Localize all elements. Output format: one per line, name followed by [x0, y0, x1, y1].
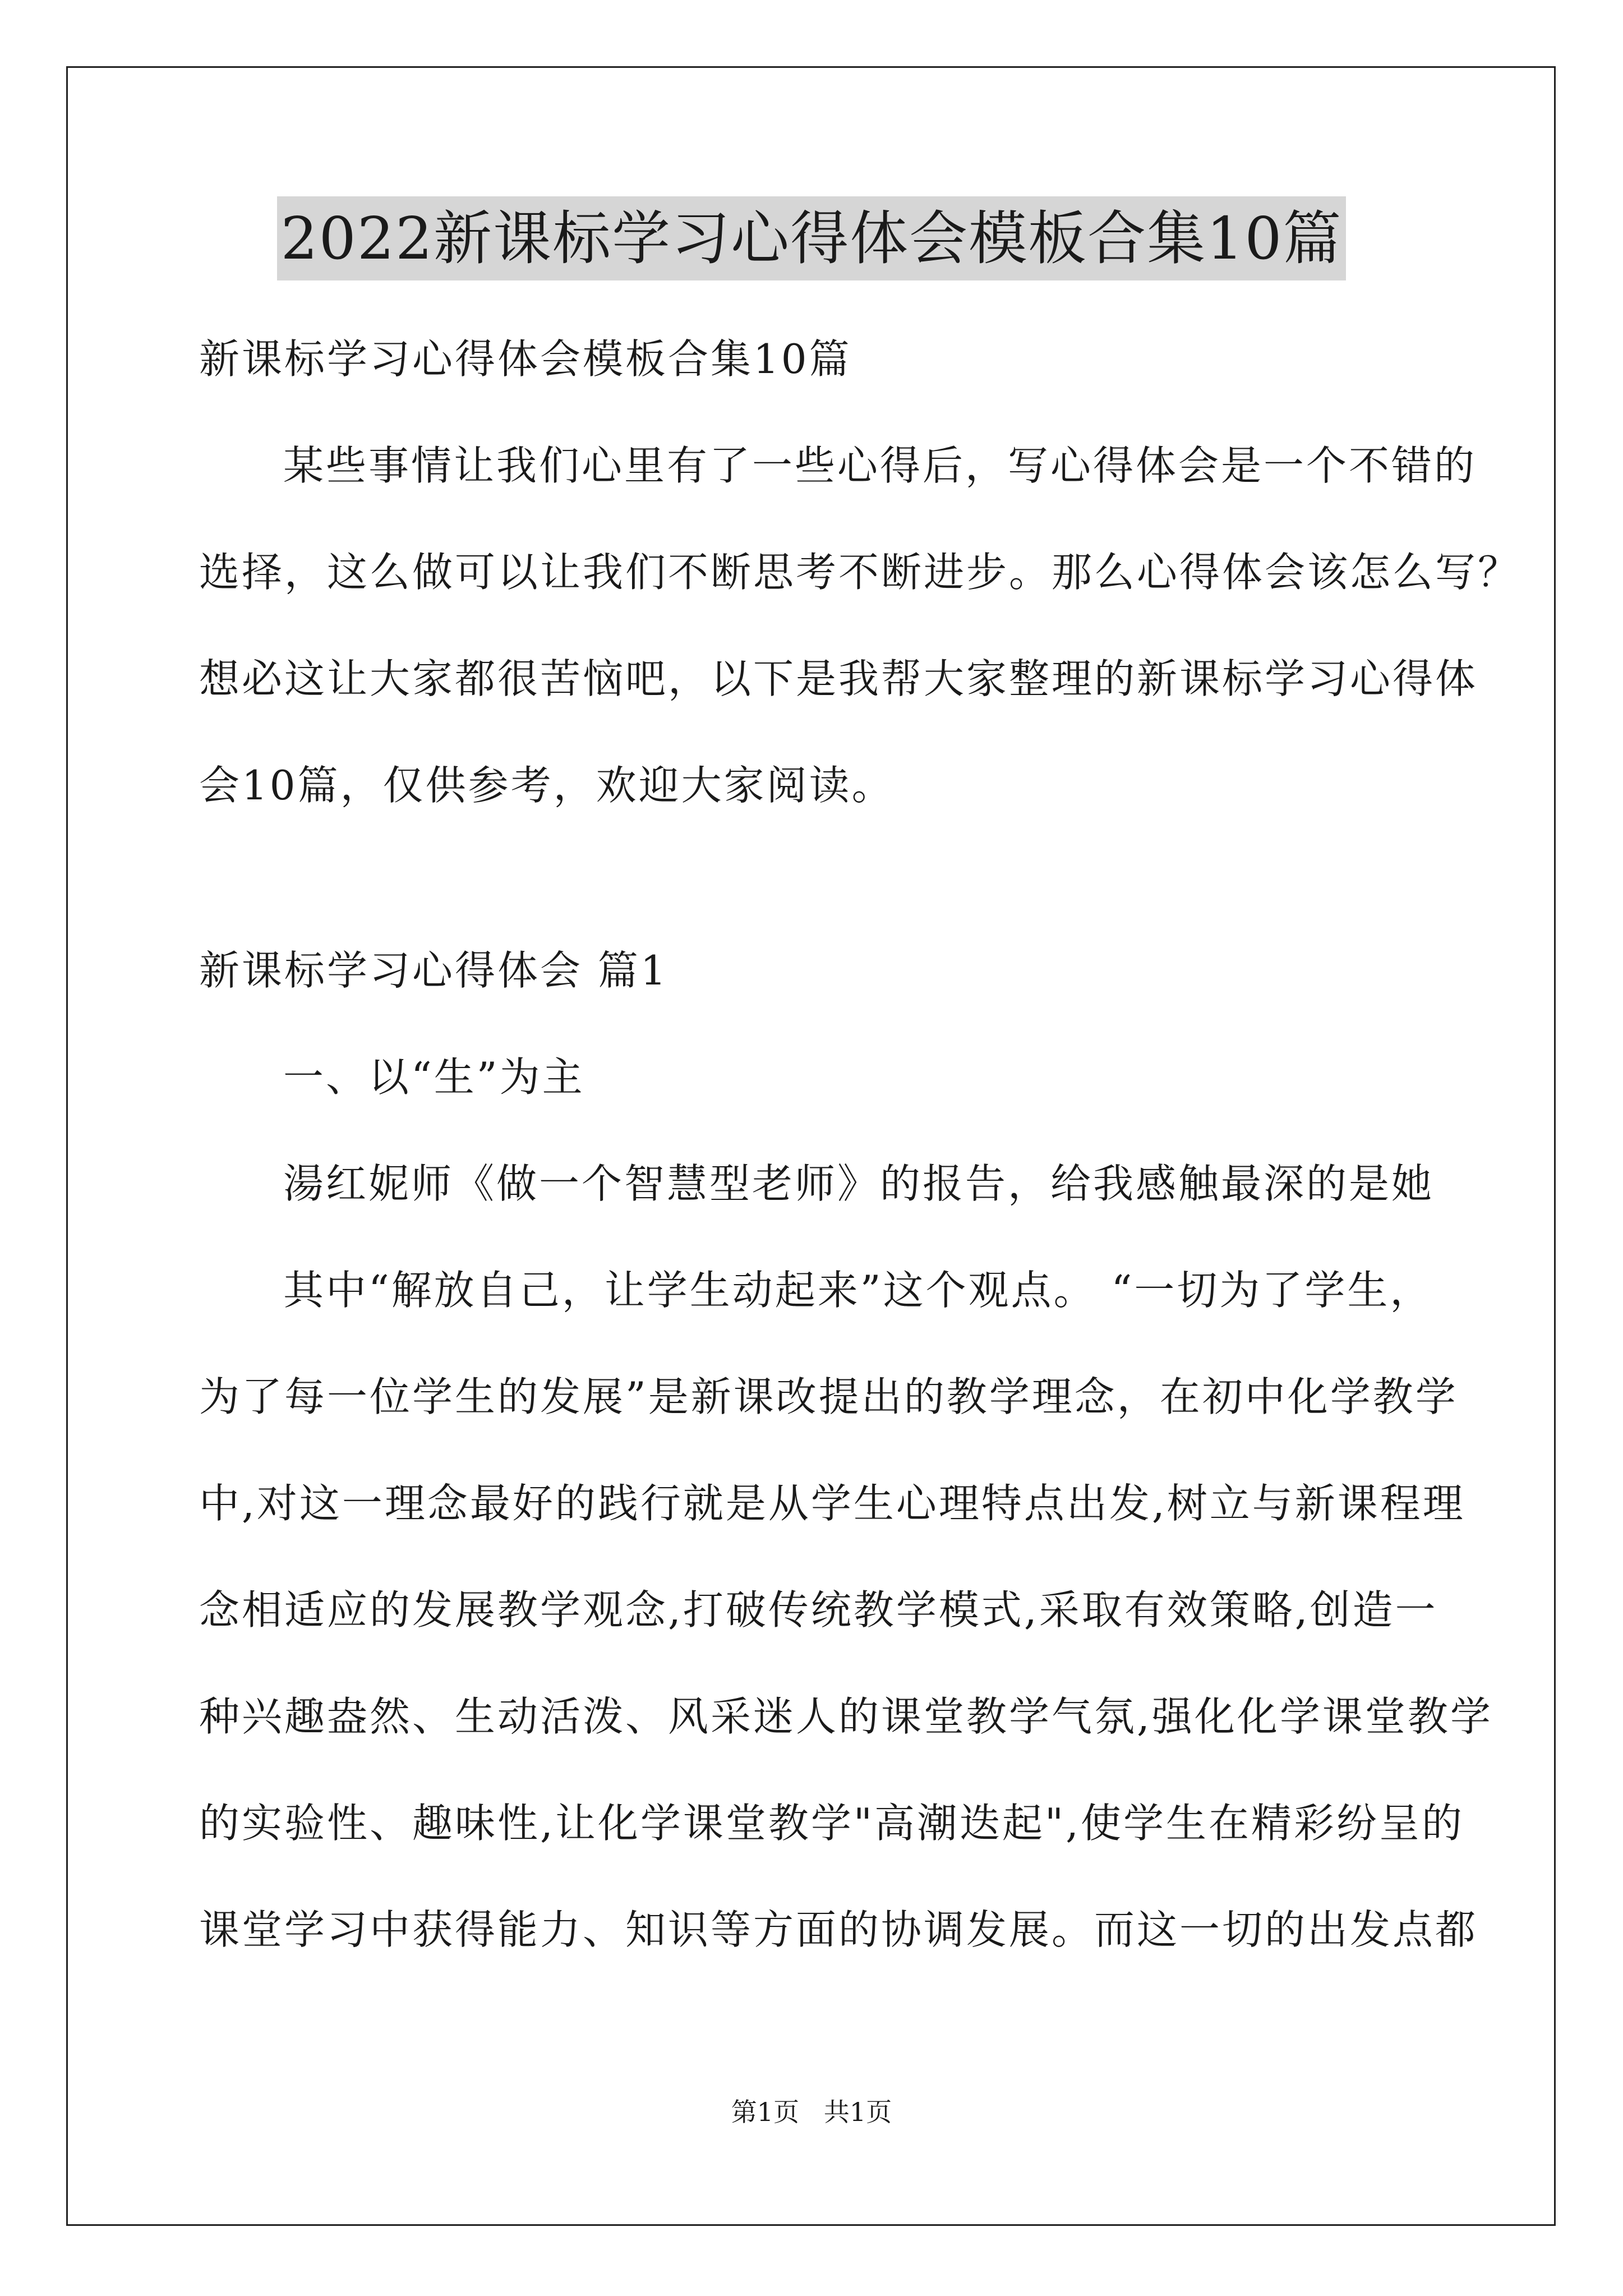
section-heading: 新课标学习心得体会 篇1 [199, 947, 668, 994]
body-line: 其中“解放自己，让学生动起来”这个观点。 “一切为了学生， [283, 1267, 1433, 1314]
body-line: 课堂学习中获得能力、知识等方面的协调发展。而这一切的出发点都 [199, 1906, 1478, 1953]
body-line: 种兴趣盎然、生动活泼、风采迷人的课堂教学气氛,强化化学课堂教学 [199, 1693, 1493, 1740]
intro-line: 会10篇，仅供参考，欢迎大家阅读。 [199, 762, 895, 809]
body-paragraph [199, 1130, 1493, 1983]
point-heading: 一、以“生”为主 [283, 1053, 585, 1101]
body-line: 为了每一位学生的发展”是新课改提出的教学理念，在初中化学教学 [199, 1373, 1458, 1420]
page-footer: 第1页 共1页 [731, 2097, 892, 2127]
body-line: 的实验性、趣味性,让化学课堂教学"高潮迭起",使学生在精彩纷呈的 [199, 1800, 1465, 1847]
body-line: 中,对这一理念最好的践行就是从学生心理特点出发,树立与新课程理 [199, 1480, 1465, 1527]
intro-line: 想必这让大家都很苦恼吧，以下是我帮大家整理的新课标学习心得体 [199, 655, 1478, 702]
document-body [199, 306, 1521, 1983]
document-subtitle: 新课标学习心得体会模板合集10篇 [199, 335, 852, 383]
intro-line: 选择，这么做可以让我们不断思考不断进步。那么心得体会该怎么写？ [199, 549, 1521, 596]
body-line: 湯红妮师《做一个智慧型老师》的报告，给我感触最深的是她 [283, 1160, 1435, 1207]
document-title: 2022新课标学习心得体会模板合集10篇 [277, 196, 1345, 280]
intro-paragraph [199, 412, 1521, 839]
title-container [0, 196, 1623, 280]
body-line: 念相适应的发展教学观念,打破传统教学模式,采取有效策略,创造一 [199, 1586, 1438, 1634]
intro-line: 某些事情让我们心里有了一些心得后，写心得体会是一个不错的 [283, 442, 1477, 489]
